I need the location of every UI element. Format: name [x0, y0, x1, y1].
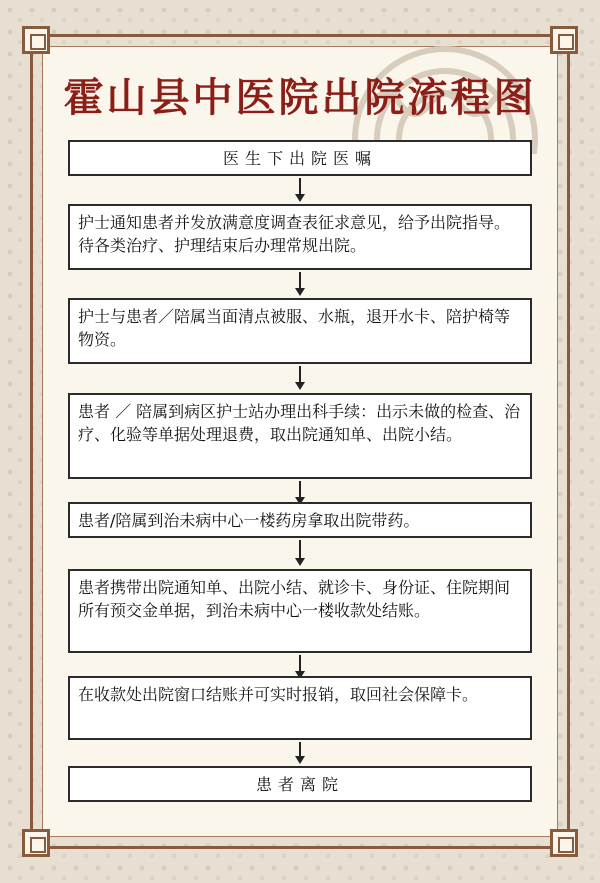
corner-ornament-top-left: [22, 26, 50, 54]
flow-arrow-6: [299, 655, 301, 677]
flow-arrow-3: [299, 366, 301, 388]
flow-step-5: 患者/陪属到治未病中心一楼药房拿取出院带药。: [68, 502, 532, 538]
flow-arrow-7: [299, 742, 301, 762]
flow-step-3: 护士与患者／陪属当面清点被服、水瓶，退开水卡、陪护椅等物资。: [68, 298, 532, 364]
corner-ornament-bottom-right: [550, 829, 578, 857]
corner-ornament-bottom-left: [22, 829, 50, 857]
flow-arrow-2: [299, 272, 301, 294]
flow-step-8: 患者离院: [68, 766, 532, 802]
flow-step-2: 护士通知患者并发放满意度调查表征求意见，给予出院指导。待各类治疗、护理结束后办理常规出院。: [68, 204, 532, 270]
flow-step-4: 患者 ／ 陪属到病区护士站办理出科手续：出示未做的检查、治疗、化验等单据处理退费，取出院通知单、出院小结。: [68, 393, 532, 479]
flow-arrow-5: [299, 540, 301, 564]
flow-step-7: 在收款处出院窗口结账并可实时报销，取回社会保障卡。: [68, 676, 532, 740]
page-title: 霍山县中医院出院流程图: [63, 74, 537, 121]
flow-step-6: 患者携带出院通知单、出院小结、就诊卡、身份证、住院期间所有预交金单据，到治未病中心一楼收款处结账。: [68, 569, 532, 653]
flow-step-1: 医生下出院医嘱: [68, 140, 532, 176]
corner-ornament-top-right: [550, 26, 578, 54]
flow-arrow-4: [299, 481, 301, 503]
flow-arrow-1: [299, 178, 301, 200]
